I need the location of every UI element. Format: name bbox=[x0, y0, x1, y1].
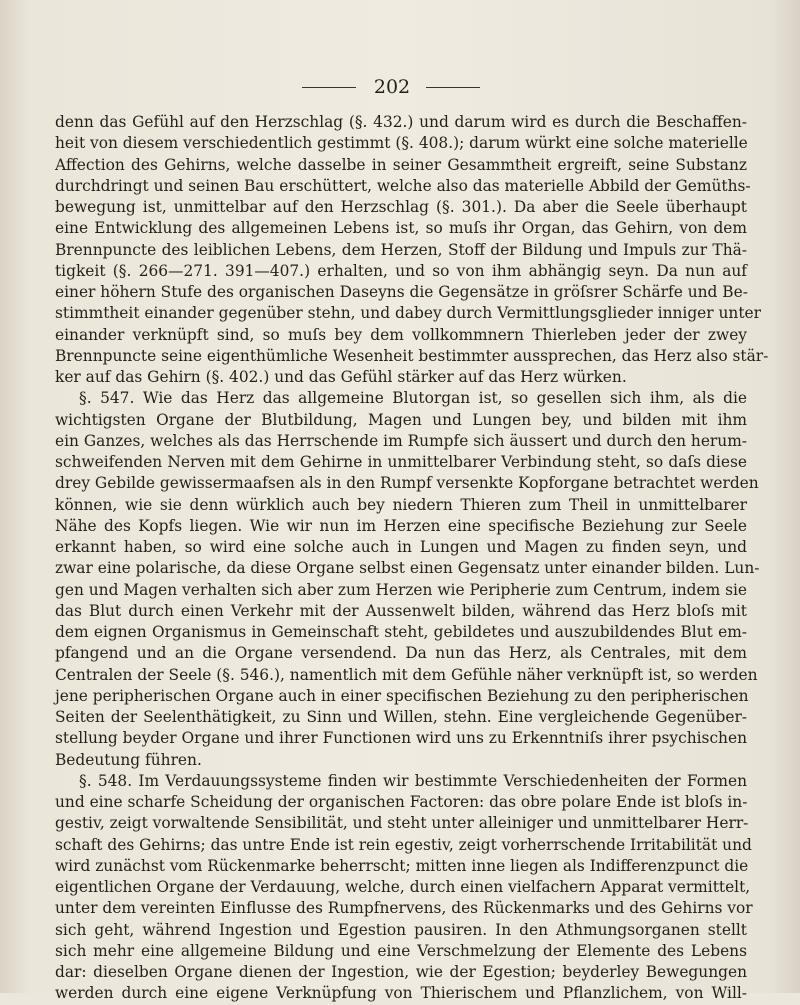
text-line: sich geht, während Ingestion und Egestion pausiren. In den Athmungsorganen stellt bbox=[55, 920, 747, 939]
text-line: Bedeutung führen. bbox=[55, 750, 202, 769]
text-line: eigentlichen Organe der Verdauung, welche, durch einen vielfachern Apparat vermittelt, bbox=[55, 878, 751, 896]
text-line: schweifenden Nerven mit dem Gehirne in unmittelbarer Verbindung steht, so daſs diese bbox=[55, 453, 747, 471]
text-line: §. 547. Wie das Herz das allgemeine Blutorgan ist, so gesellen sich ihm, als die bbox=[79, 389, 747, 408]
text-line: §. 548. Im Verdauungssysteme finden wir bestimmte Verschiedenheiten der Formen bbox=[79, 771, 747, 790]
text-line: und eine scharfe Scheidung der organischen Factoren: das obre polare Ende ist bloſs in- bbox=[55, 793, 748, 811]
text-line: Affection des Gehirns, welche dasselbe in seiner Gesammtheit ergreift, seine Substanz bbox=[55, 155, 747, 174]
text-line: Centralen der Seele (§. 546.), namentlich mit dem Gefühle näher verknüpft ist, so werden bbox=[55, 665, 758, 684]
page-number: 202 bbox=[373, 76, 411, 98]
text-line: tigkeit (§. 266—271. 391—407.) erhalten, und so von ihm abhängig seyn. Da nun auf bbox=[55, 261, 747, 280]
text-line: Seiten der Seelenthätigkeit, zu Sinn und Willen, stehn. Eine vergleichende Gegenüber- bbox=[55, 708, 747, 726]
text-line: bewegung ist, unmittelbar auf den Herzschlag (§. 301.). Da aber die Seele überhaupt bbox=[55, 198, 747, 216]
text-line: sich mehr eine allgemeine Bildung und eine Verschmelzung der Elemente des Lebens bbox=[55, 941, 747, 960]
page-text bbox=[55, 112, 769, 1005]
text-line: stellung beyder Organe und ihrer Functionen wird uns zu Erkenntniſs ihrer psychischen bbox=[55, 729, 747, 748]
text-line: wird zunächst vom Rückenmarke beherrscht; mitten inne liegen als Indifferenzpunct die bbox=[55, 856, 749, 875]
text-line: heit von diesem verschiedentlich gestimmt (§. 408.); darum würkt eine solche materielle bbox=[55, 134, 748, 153]
text-line: Brennpuncte des leiblichen Lebens, dem Herzen, Stoff der Bildung und Impuls zur Thä- bbox=[55, 240, 747, 259]
text-line: einer höhern Stufe des organischen Daseyns die Gegensätze in gröſsrer Schärfe und Be- bbox=[55, 283, 748, 301]
text-line: wichtigsten Organe der Blutbildung, Magen und Lungen bey, und bilden mit ihm bbox=[55, 410, 747, 429]
text-line: erkannt haben, so wird eine solche auch in Lungen und Magen zu finden seyn, und bbox=[55, 538, 747, 556]
text-line: Brennpuncte seine eigenthümliche Wesenheit bestimmter aussprechen, das Herz also stär- bbox=[55, 346, 769, 365]
text-line: schaft des Gehirns; das untre Ende ist rein egestiv, zeigt vorherrschende Irritabilität und bbox=[55, 835, 752, 854]
text-line: das Blut durch einen Verkehr mit der Aussenwelt bilden, während das Herz bloſs mit bbox=[55, 601, 747, 620]
text-line: können, wie sie denn würklich auch bey niedern Thieren zum Theil in unmittelbarer bbox=[55, 495, 747, 514]
text-line: gen und Magen verhalten sich aber zum Herzen wie Peripherie zum Centrum, indem sie bbox=[55, 580, 747, 599]
text-line: einander verknüpft sind, so muſs bey dem vollkommnern Thierleben jeder der zwey bbox=[55, 325, 747, 344]
text-line: unter dem vereinten Einflusse des Rumpfnervens, des Rückenmarks und des Gehirns vor bbox=[55, 899, 753, 918]
header-rule-left bbox=[302, 87, 356, 88]
text-line: ein Ganzes, welches als das Herrschende im Rumpfe sich äussert und durch den herum- bbox=[55, 431, 747, 450]
text-line: dem eignen Organismus in Gemeinschaft steht, gebildetes und auszubildendes Blut em- bbox=[55, 623, 747, 641]
page-header bbox=[0, 74, 800, 100]
text-line: Nähe des Kopfs liegen. Wie wir nun im Herzen eine specifische Beziehung zur Seele bbox=[55, 516, 747, 535]
text-line: gestiv, zeigt vorwaltende Sensibilität, und steht unter alleiniger und unmittelbarer Herr- bbox=[55, 814, 749, 833]
text-line: dar: dieselben Organe dienen der Ingestion, wie der Egestion; beyderley Bewegungen bbox=[55, 963, 747, 981]
text-line: stimmtheit einander gegenüber stehn, und dabey durch Vermittlungsglieder inniger unter bbox=[55, 304, 761, 323]
text-line: werden durch eine eigene Verknüpfung von Thierischem und Pflanzlichem, von Will- bbox=[55, 984, 747, 1003]
text-line: zwar eine polarische, da diese Organe selbst einen Gegensatz unter einander bilden. Lun- bbox=[55, 559, 760, 578]
text-line: jene peripherischen Organe auch in einer specifischen Beziehung zu den peripherischen bbox=[55, 686, 749, 705]
text-line: pfangend und an die Organe versendend. Da nun das Herz, als Centrales, mit dem bbox=[55, 644, 747, 663]
text-line: durchdringt und seinen Bau erschüttert, welche also das materielle Abbild der Gemüths- bbox=[55, 176, 751, 195]
header-rule-right bbox=[426, 87, 480, 88]
text-line: drey Gebilde gewissermaafsen als in den Rumpf versenkte Kopforgane betrachtet werden bbox=[55, 474, 759, 493]
text-line: ker auf das Gehirn (§. 402.) und das Gefühl stärker auf das Herz würken. bbox=[55, 368, 627, 386]
text-line: eine Entwicklung des allgemeinen Lebens ist, so muſs ihr Organ, das Gehirn, von dem bbox=[55, 219, 747, 238]
text-line: denn das Gefühl auf den Herzschlag (§. 432.) und darum wird es durch die Beschaffen- bbox=[55, 113, 747, 131]
